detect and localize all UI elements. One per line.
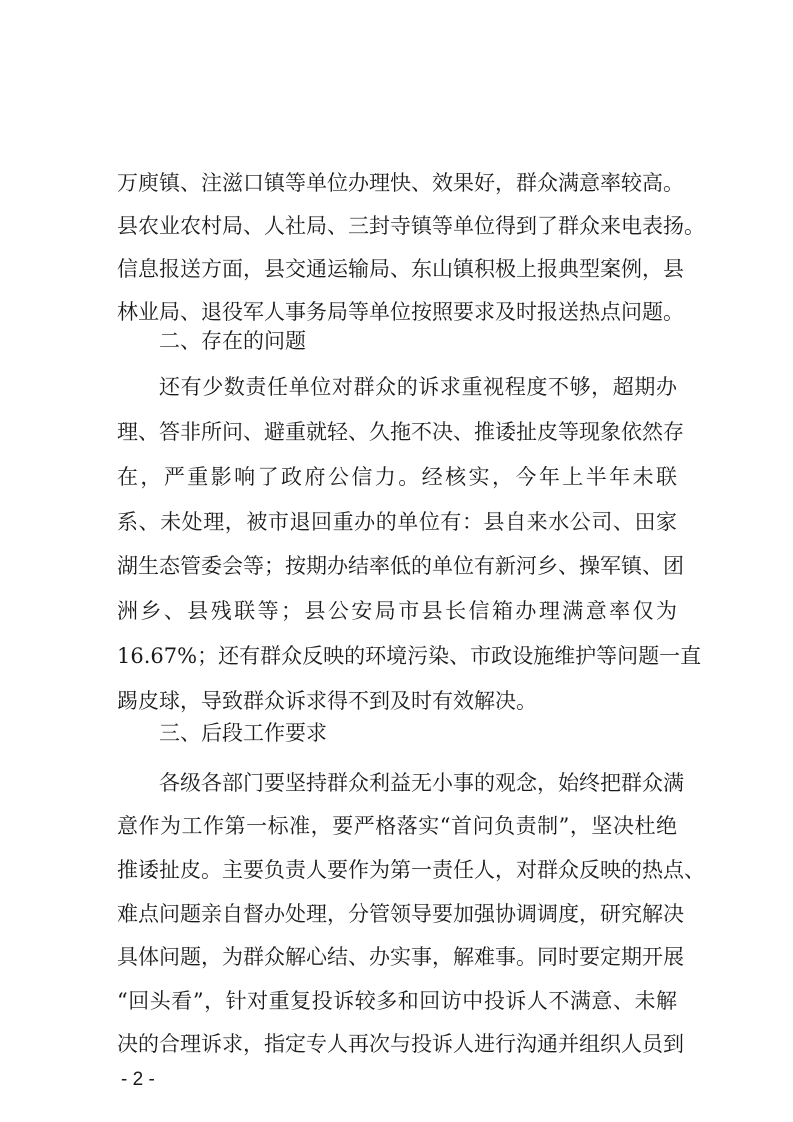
paragraph-line: 在，严重影响了政府公信力。经核实，今年上半年未联 [117,465,677,489]
paragraph-line: “回头看”，针对重复投诉较多和回访中投诉人不满意、未解 [117,989,677,1013]
paragraph-line: 各级各部门要坚持群众利益无小事的观念，始终把群众满 [159,771,684,795]
page-number: - 2 - [121,1069,155,1090]
paragraph-line: 16.67%；还有群众反映的环境污染、市政设施维护等问题一直 [117,644,702,668]
paragraph-line: 万庾镇、注滋口镇等单位办理快、效果好，群众满意率较高。 [117,171,684,195]
paragraph-line: 难点问题亲自督办处理，分管领导要加强协调调度，研究解决 [117,902,684,926]
paragraph-line: 推诿扯皮。主要负责人要作为第一责任人，对群众反映的热点、 [117,858,705,882]
section-heading-problems: 二、存在的问题 [159,329,306,353]
paragraph-line: 理、答非所问、避重就轻、久拖不决、推诿扯皮等现象依然存 [117,420,684,444]
paragraph-line: 意作为工作第一标准，要严格落实“首问负责制”，坚决杜绝 [117,814,677,838]
section-heading-requirements: 三、后段工作要求 [159,721,327,745]
paragraph-line: 信息报送方面，县交通运输局、东山镇积极上报典型案例，县 [117,257,684,281]
paragraph-line: 还有少数责任单位对群众的诉求重视程度不够，超期办 [159,375,677,399]
paragraph-line: 具体问题，为群众解心结、办实事，解难事。同时要定期开展 [117,945,684,969]
paragraph-line: 决的合理诉求，指定专人再次与投诉人进行沟通并组织人员到 [117,1032,684,1056]
paragraph-line: 湖生态管委会等；按期办结率低的单位有新河乡、操军镇、团 [117,554,684,578]
paragraph-line: 县农业农村局、人社局、三封寺镇等单位得到了群众来电表扬。 [117,214,705,238]
paragraph-line: 系、未处理，被市退回重办的单位有：县自来水公司、田家 [117,510,677,534]
paragraph-line: 踢皮球，导致群众诉求得不到及时有效解决。 [117,689,537,713]
paragraph-line: 林业局、退役军人事务局等单位按照要求及时报送热点问题。 [117,300,684,324]
paragraph-line: 洲乡、县残联等；县公安局市县长信箱办理满意率仅为 [117,599,677,623]
